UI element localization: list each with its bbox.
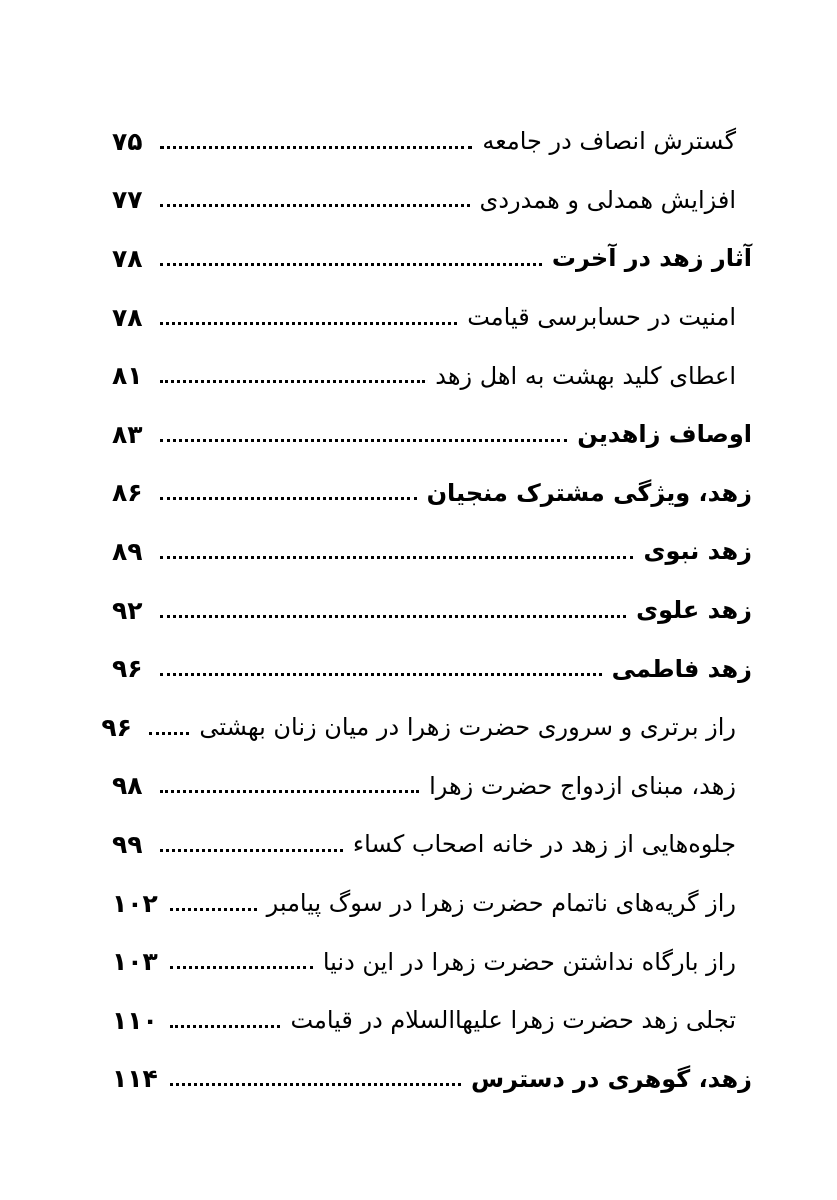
toc-entry-title: زهد، گوهری در دسترس [471, 1064, 752, 1093]
toc-entry-page: ۹۲ [112, 595, 143, 625]
toc-leader-dots [170, 966, 313, 969]
toc-entry[interactable] [112, 1050, 752, 1109]
toc-entry[interactable] [112, 581, 752, 640]
toc-leader-dots [160, 790, 419, 793]
toc-entry-page: ۹۹ [112, 829, 143, 859]
toc-entry[interactable] [112, 346, 752, 405]
toc-entry-page: ۸۶ [112, 478, 143, 508]
toc-entry-page: ۹۸ [112, 771, 143, 801]
toc-entry[interactable] [112, 874, 752, 933]
toc-entry-title: راز گریه‌های ناتمام حضرت زهرا در سوگ پیامبر [266, 889, 736, 918]
toc-entry[interactable] [112, 757, 752, 816]
toc-leader-dots [160, 204, 470, 207]
toc-leader-dots [160, 497, 417, 500]
toc-leader-dots [160, 439, 567, 442]
toc-entry[interactable] [112, 405, 752, 464]
toc-entry-page: ۸۹ [112, 536, 143, 566]
toc-entry-title: تجلی زهد حضرت زهرا عليها‌السلام در قیامت [290, 1006, 736, 1035]
toc-entry-title: اوصاف زاهدین [577, 420, 752, 449]
toc-entry-title: زهد علوی [636, 596, 752, 625]
toc-leader-dots [149, 732, 189, 735]
toc-entry-title: افزایش همدلی و همدردی [479, 185, 736, 214]
toc-leader-dots [170, 1025, 281, 1028]
toc-leader-dots [160, 146, 472, 149]
toc-entry[interactable] [112, 815, 752, 874]
table-of-contents [101, 112, 752, 1108]
toc-entry-page: ۹۶ [101, 712, 132, 742]
toc-leader-dots [160, 615, 626, 618]
toc-entry[interactable] [112, 522, 752, 581]
toc-entry-page: ۷۸ [112, 243, 143, 273]
toc-entry-title: راز بارگاه نداشتن حضرت زهرا در این دنیا [322, 947, 736, 976]
toc-entry-title: اعطای کلید بهشت به اهل زهد [435, 361, 736, 390]
toc-entry-page: ۷۷ [112, 185, 143, 215]
toc-leader-dots [160, 322, 457, 325]
toc-entry[interactable] [112, 639, 752, 698]
toc-entry[interactable] [112, 171, 752, 230]
toc-leader-dots [160, 380, 425, 383]
toc-entry[interactable] [101, 698, 752, 757]
toc-entry[interactable] [112, 932, 752, 991]
toc-entry-page: ۸۳ [112, 419, 143, 449]
toc-entry[interactable] [112, 464, 752, 523]
toc-leader-dots [170, 908, 257, 911]
toc-entry-page: ۸۱ [112, 361, 143, 391]
toc-leader-dots [170, 1083, 461, 1086]
toc-entry-page: ۱۱۰ [112, 1005, 158, 1035]
toc-entry[interactable] [112, 288, 752, 347]
toc-leader-dots [160, 673, 602, 676]
toc-entry-page: ۷۸ [112, 302, 143, 332]
toc-leader-dots [160, 556, 633, 559]
toc-leader-dots [160, 263, 542, 266]
toc-entry-title: زهد، مبنای ازدواج حضرت زهرا [429, 771, 736, 800]
toc-entry-page: ۱۱۴ [112, 1064, 158, 1094]
toc-entry-page: ۷۵ [112, 126, 143, 156]
toc-entry-title: زهد نبوی [643, 537, 752, 566]
toc-entry-title: راز برتری و سروری حضرت زهرا در میان زنان بهشتی [199, 713, 736, 742]
toc-entry-page: ۱۰۲ [112, 888, 158, 918]
toc-entry-title: امنیت در حسابرسی قیامت [467, 303, 736, 332]
toc-entry[interactable] [112, 229, 752, 288]
toc-entry[interactable] [112, 991, 752, 1050]
toc-entry-title: زهد فاطمی [611, 654, 752, 683]
toc-entry-title: آثار زهد در آخرت [551, 244, 752, 273]
toc-entry-title: زهد، ویژگی مشترک منجیان [426, 478, 752, 507]
toc-entry-title: جلوه‌هایی از زهد در خانه اصحاب کساء [352, 830, 736, 859]
toc-entry-title: گسترش انصاف در جامعه [482, 127, 736, 156]
toc-leader-dots [160, 849, 343, 852]
toc-entry-page: ۹۶ [112, 654, 143, 684]
toc-entry-page: ۱۰۳ [112, 947, 158, 977]
toc-entry[interactable] [112, 112, 752, 171]
